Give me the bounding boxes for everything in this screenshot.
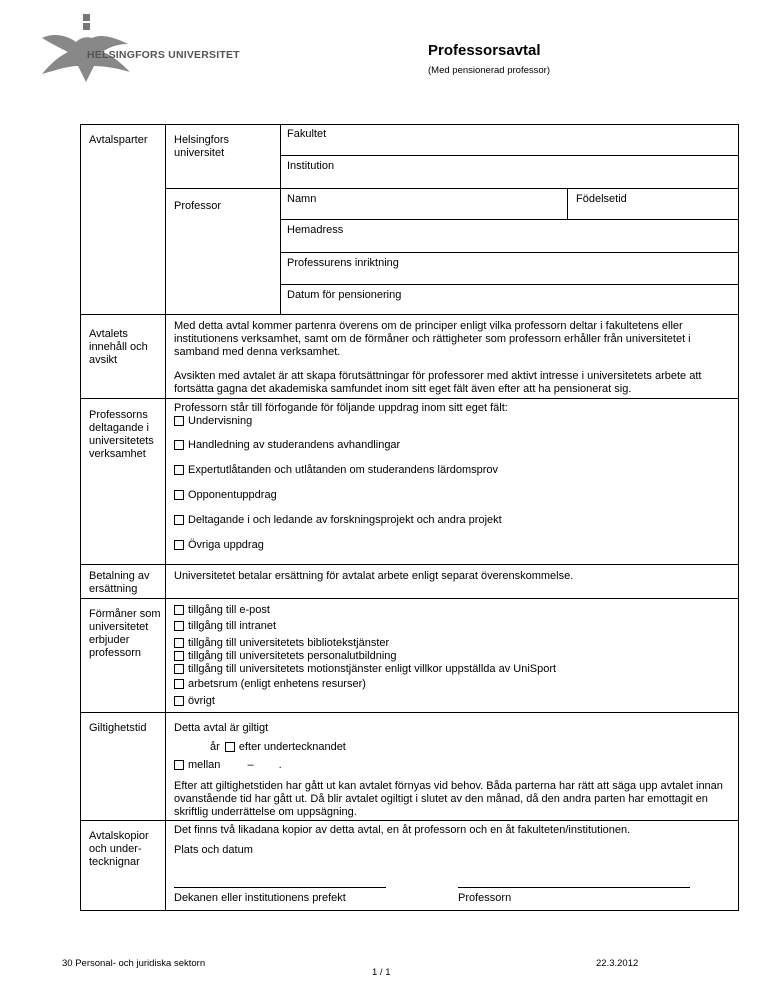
birth-date-field[interactable]: Födelsetid [576,193,627,205]
dean-signature-line[interactable] [174,887,386,888]
professor-signature-line[interactable] [458,887,690,888]
page-subtitle: (Med pensionerad professor) [428,65,550,76]
benefit-item[interactable]: tillgång till universitetets personalutbildning [174,650,397,663]
purpose-text-2: Avsikten med avtalet är att skapa förutsättningar för professorer med aktivt intresse i universitetets arbete att fortsätta gagna det akademiska samfundet inom sitt eget fält även efter att ha pensionerat sig. [174,370,702,395]
dean-signature-label: Dekanen eller institutionens prefekt [174,892,346,904]
benefit-item[interactable]: tillgång till universitetets bibliotekstjänster [174,637,389,650]
task-item[interactable]: Expertutlåtanden och utlåtanden om studerandens lärdomsprov [174,464,498,477]
checkbox[interactable] [174,515,184,525]
benefit-item[interactable]: tillgång till intranet [174,620,276,633]
participation-intro: Professorn står till förfogande för följande uppdrag inom sitt eget fält: [174,402,508,414]
benefits-label: Förmåner som universitetet erbjuder professorn [89,608,161,659]
task-item[interactable]: Opponentuppdrag [174,489,277,502]
checkbox[interactable] [174,490,184,500]
checkbox[interactable] [225,742,235,752]
page-number: 1 / 1 [372,967,391,978]
university-label: Helsingfors universitet [174,134,230,159]
page-title: Professorsavtal [428,42,541,59]
checkbox[interactable] [174,664,184,674]
task-item[interactable]: Övriga uppdrag [174,539,264,552]
checkbox[interactable] [174,440,184,450]
footer-date: 22.3.2012 [596,958,639,969]
professor-label: Professor [174,200,222,212]
validity-between[interactable]: mellan – . [174,759,282,772]
checkbox[interactable] [174,605,184,615]
retirement-date-field[interactable]: Datum för pensionering [287,289,402,301]
benefit-item[interactable]: tillgång till universitetets motionstjänster enligt villkor uppställda av UniSport [174,663,556,676]
checkbox[interactable] [174,540,184,550]
participation-label: Professorns deltagande i universitetets verksamhet [89,409,154,460]
dash-separator: – [247,759,254,771]
checkbox[interactable] [174,651,184,661]
period: . [278,759,282,771]
home-address-field[interactable]: Hemadress [287,224,344,236]
payment-text: Universitetet betalar ersättning för avtalat arbete enligt separat överenskommelse. [174,570,574,582]
validity-intro: Detta avtal är giltigt [174,722,269,734]
faculty-field[interactable]: Fakultet [287,128,327,140]
payment-label: Betalning av ersättning [89,570,150,595]
validity-years[interactable]: år efter undertecknandet [210,741,346,753]
professorship-field[interactable]: Professurens inriktning [287,257,399,269]
checkbox[interactable] [174,679,184,689]
checkbox[interactable] [174,760,184,770]
footer-department: 30 Personal- och juridiska sektorn [62,958,206,969]
validity-label: Giltighetstid [89,722,147,734]
benefit-item[interactable]: tillgång till e-post [174,604,270,617]
institution-field[interactable]: Institution [287,160,335,172]
signatures-label: Avtalskopior och under-tecknignar [89,830,149,868]
validity-text: Efter att giltighetstiden har gått ut kan avtalet förnyas vid behov. Båda parterna har rätt att säga upp avtalet innan ovanstående tid har gått ut. Då blir avtalet ogiltigt i slutet av den månad, då den andra parten har emottagit en skriftlig underrättelse om uppsägning. [174,780,723,818]
benefit-item[interactable]: övrigt [174,695,215,708]
place-date-field[interactable]: Plats och datum [174,844,253,856]
task-item[interactable]: Deltagande i och ledande av forskningsprojekt och andra projekt [174,514,502,527]
copies-text: Det finns två likadana kopior av detta avtal, en åt professorn och en åt fakulteten/institutionen. [174,824,631,836]
purpose-text-1: Med detta avtal kommer partenra överens om de principer enligt vilka professorn deltar i fakultetens eller institutionens verksamhet, samt om de förmåner och rättigheter som professorn erhåller från universitetet i samband med denna verksamhet. [174,320,691,358]
professor-signature-label: Professorn [458,892,512,904]
name-field[interactable]: Namn [287,193,317,205]
benefit-item[interactable]: arbetsrum (enligt enhetens resurser) [174,678,366,691]
task-item[interactable]: Undervisning [174,415,252,428]
checkbox[interactable] [174,696,184,706]
university-name: HELSINGFORS UNIVERSITET [87,49,240,61]
checkbox[interactable] [174,638,184,648]
checkbox[interactable] [174,416,184,426]
purpose-label: Avtalets innehåll och avsikt [89,328,148,366]
checkbox[interactable] [174,465,184,475]
parties-label: Avtalsparter [89,134,148,146]
task-item[interactable]: Handledning av studerandens avhandlingar [174,439,400,452]
checkbox[interactable] [174,621,184,631]
